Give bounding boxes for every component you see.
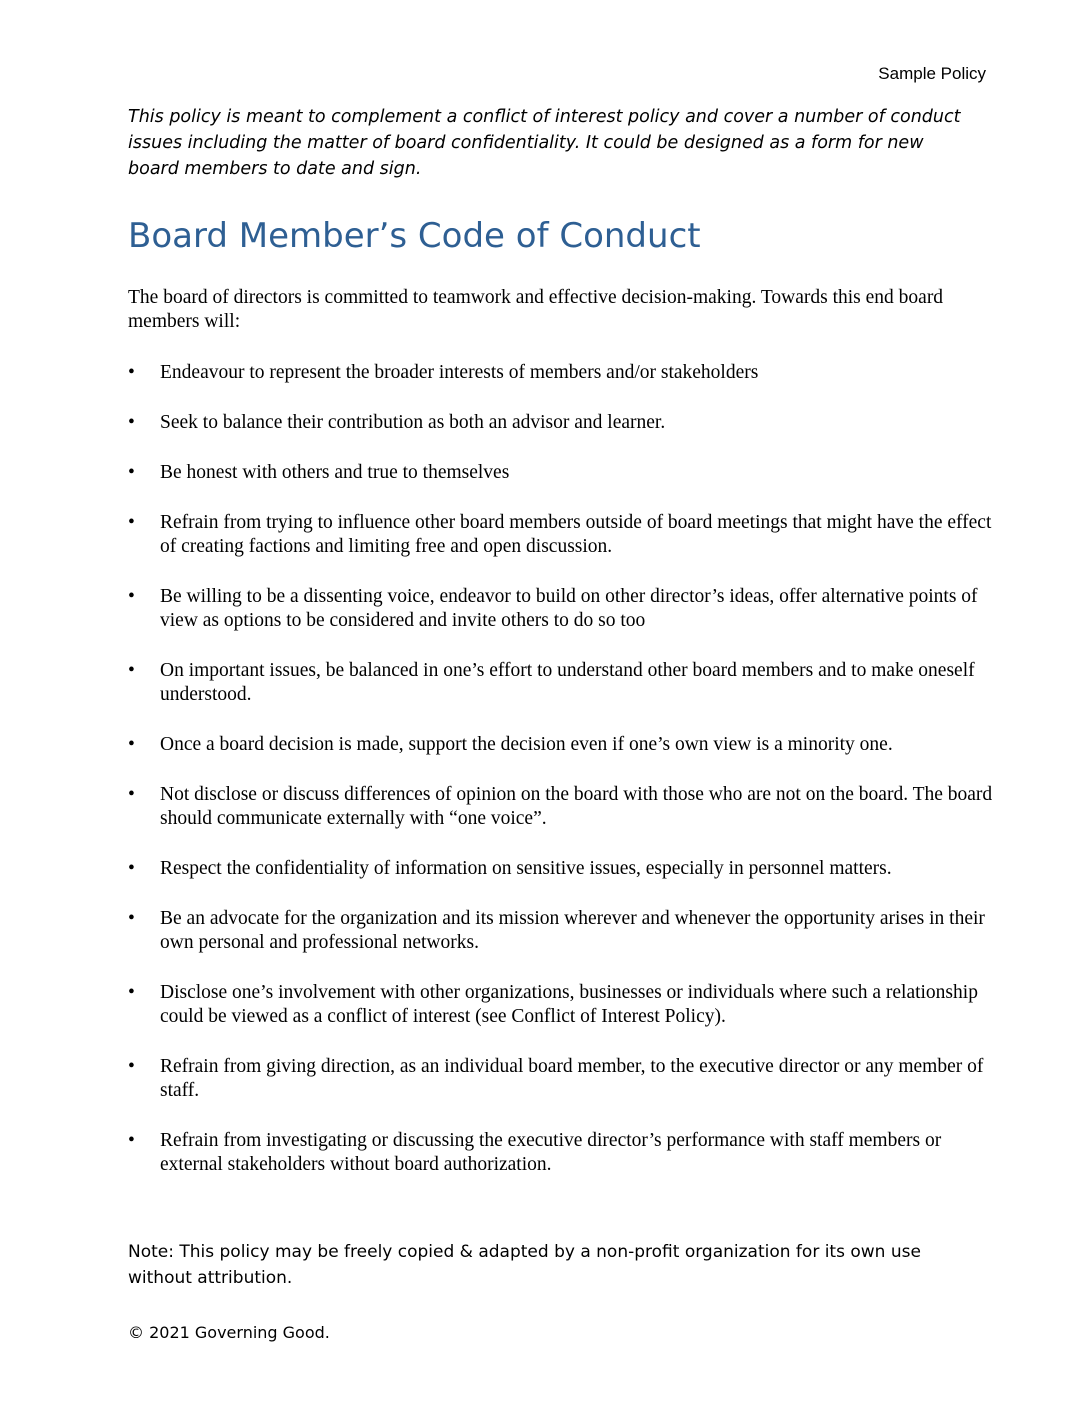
list-item xyxy=(128,511,998,559)
bullet-icon: • xyxy=(128,982,135,1003)
list-item xyxy=(128,733,998,757)
bullet-icon: • xyxy=(128,512,135,533)
bullet-icon: • xyxy=(128,362,135,383)
bullet-icon: • xyxy=(128,586,135,607)
list-item-text: Once a board decision is made, support the decision even if one’s own view is a minority one. xyxy=(160,734,893,755)
list-item-text: Be an advocate for the organization and its mission wherever and whenever the opportunity arises in their own personal and professional networks. xyxy=(160,908,985,953)
bullet-icon: • xyxy=(128,1056,135,1077)
list-item xyxy=(128,783,998,831)
bullet-icon: • xyxy=(128,784,135,805)
header-label: Sample Policy xyxy=(878,64,986,83)
list-item-text: Refrain from trying to influence other board members outside of board meetings that might have the effect of creating factions and limiting free and open discussion. xyxy=(160,512,992,557)
list-item xyxy=(128,907,998,955)
list-item-text: Endeavour to represent the broader interests of members and/or stakeholders xyxy=(160,362,759,383)
list-item-text: Disclose one’s involvement with other organizations, businesses or individuals where such a relationship could be viewed as a conflict of interest (see Conflict of Interest Policy). xyxy=(160,982,978,1027)
bullet-icon: • xyxy=(128,462,135,483)
list-item xyxy=(128,461,998,485)
bullet-icon: • xyxy=(128,908,135,929)
bullet-icon: • xyxy=(128,412,135,433)
list-item xyxy=(128,585,998,633)
list-item-text: Be willing to be a dissenting voice, endeavor to build on other director’s ideas, offer alternative points of view as options to be considered and invite others to do so too xyxy=(160,586,978,631)
lead-paragraph: The board of directors is committed to teamwork and effective decision-making. Towards this end board members will: xyxy=(128,287,944,332)
bullet-icon: • xyxy=(128,660,135,681)
list-item xyxy=(128,361,998,385)
page-title: Board Member’s Code of Conduct xyxy=(128,216,701,256)
list-item xyxy=(128,659,998,707)
list-item xyxy=(128,411,998,435)
list-item xyxy=(128,857,998,881)
list-item-text: Seek to balance their contribution as both an advisor and learner. xyxy=(160,412,666,433)
conduct-list xyxy=(128,361,998,1203)
list-item-text: Not disclose or discuss differences of opinion on the board with those who are not on the board. The board should communicate externally with “one voice”. xyxy=(160,784,993,829)
list-item xyxy=(128,1129,998,1177)
list-item-text: Respect the confidentiality of information on sensitive issues, especially in personnel matters. xyxy=(160,858,892,879)
note-paragraph: Note: This policy may be freely copied & adapted by a non-profit organization for its own use without attribution. xyxy=(128,1242,921,1288)
bullet-icon: • xyxy=(128,734,135,755)
intro-paragraph: This policy is meant to complement a conflict of interest policy and cover a number of conduct issues including the matter of board confidentiality. It could be designed as a form for new board members to date and sign. xyxy=(128,107,961,179)
bullet-icon: • xyxy=(128,1130,135,1151)
list-item xyxy=(128,981,998,1029)
list-item-text: Be honest with others and true to themselves xyxy=(160,462,510,483)
list-item-text: Refrain from investigating or discussing the executive director’s performance with staff members or external stakeholders without board authorization. xyxy=(160,1130,942,1175)
copyright-notice: © 2021 Governing Good. xyxy=(128,1323,330,1342)
list-item-text: Refrain from giving direction, as an individual board member, to the executive director or any member of staff. xyxy=(160,1056,984,1101)
bullet-icon: • xyxy=(128,858,135,879)
list-item xyxy=(128,1055,998,1103)
list-item-text: On important issues, be balanced in one’s effort to understand other board members and to make oneself understood. xyxy=(160,660,975,705)
